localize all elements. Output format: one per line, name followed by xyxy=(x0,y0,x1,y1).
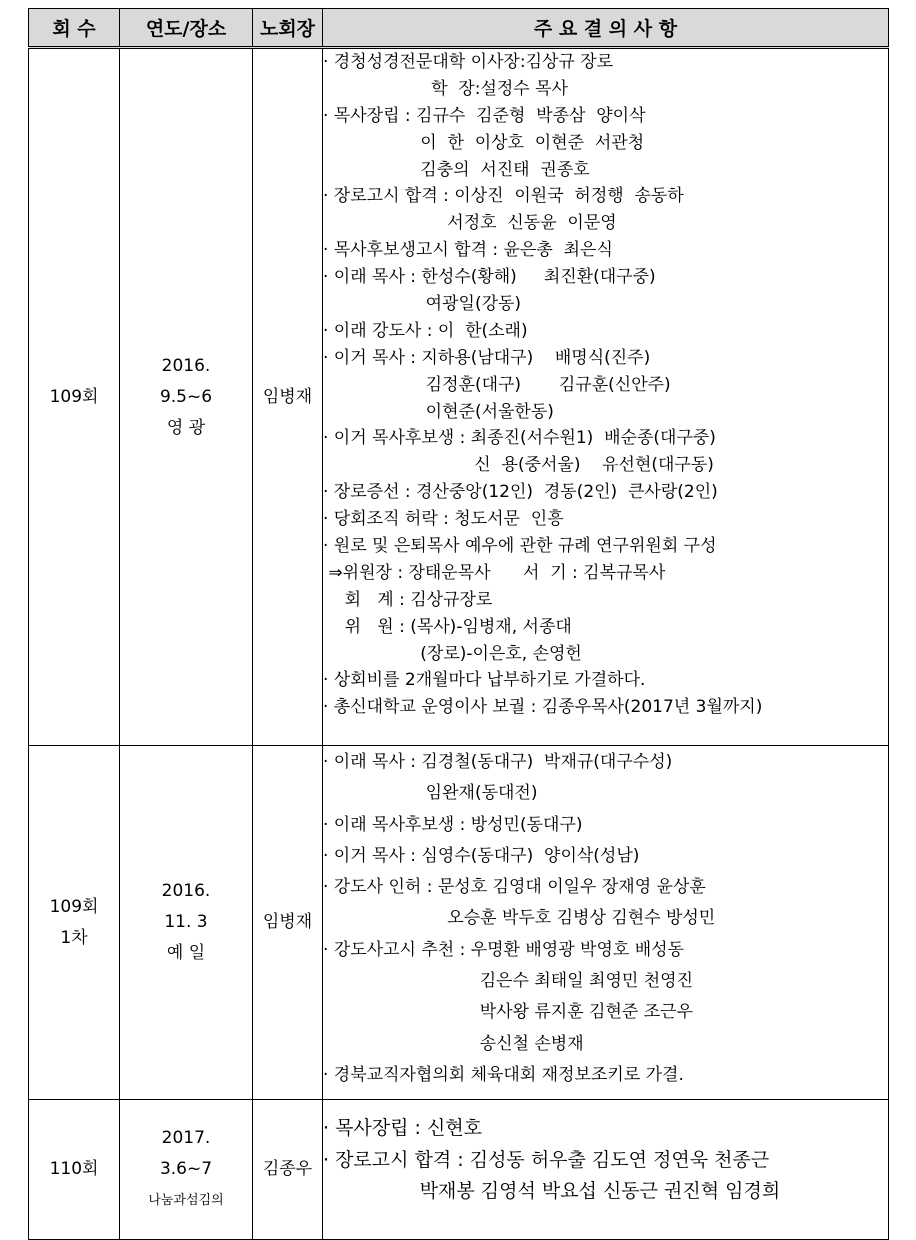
resolution-line: · 이래 강도사 : 이 한(소래) xyxy=(323,320,528,341)
table-row xyxy=(29,48,889,746)
resolution-line: · 이거 목사후보생 : 최종진(서수원1) 배순종(대구중) xyxy=(323,428,716,449)
resolution-line: 오승훈 박두호 김병상 김현수 방성민 xyxy=(323,908,716,929)
date-place-cell xyxy=(120,746,253,1100)
resolution-line: · 장로증선 : 경산중앙(12인) 경동(2인) 큰사랑(2인) xyxy=(323,482,718,503)
resolutions-cell xyxy=(323,746,889,1100)
resolution-line: · 경청성경전문대학 이사장:김상규 장로 xyxy=(323,52,614,72)
resolution-line: · 강도사 인허 : 문성호 김영대 이일우 장재영 윤상훈 xyxy=(323,877,706,898)
resolution-line: · 장로고시 합격 : 이상진 이원국 허정행 송동하 xyxy=(323,186,684,207)
resolution-line: 박재봉 김영석 박요섭 신동근 권진혁 임경희 xyxy=(323,1180,781,1202)
place: 예 일 xyxy=(166,943,206,963)
resolution-line: ⇒위원장 : 장태운목사 서 기 : 김복규목사 xyxy=(323,562,666,583)
moderator-cell: 임병재 xyxy=(253,746,323,1100)
moderator-cell: 임병재 xyxy=(253,48,323,746)
session-sub: 1차 xyxy=(60,927,88,948)
resolution-line: · 장로고시 합격 : 김성동 허우출 김도연 정연욱 천종근 xyxy=(323,1148,770,1171)
table-row xyxy=(29,746,889,1100)
resolution-line: 김은수 최태일 최영민 천영진 xyxy=(323,971,693,992)
minutes-table xyxy=(28,8,889,1240)
resolution-line: 회 계 : 김상규장로 xyxy=(323,589,493,610)
resolution-line: 박사왕 류지훈 김현준 조근우 xyxy=(323,1002,693,1023)
year: 2016. xyxy=(161,881,211,901)
resolution-line: · 경북교직자협의회 체육대회 재정보조키로 가결. xyxy=(323,1064,684,1085)
resolution-line: (장로)-이은호, 손영헌 xyxy=(323,643,582,664)
resolution-line: 김정훈(대구) 김규훈(신안주) xyxy=(323,374,671,395)
session-number: 109회 xyxy=(49,896,99,917)
session-cell xyxy=(29,48,120,746)
year: 2016. xyxy=(161,355,211,376)
date-place-cell xyxy=(120,1100,253,1240)
place: 나눔과섬김의 xyxy=(148,1193,224,1208)
session-cell xyxy=(29,746,120,1100)
header-session: 회 수 xyxy=(29,9,120,48)
resolution-line: 이 한 이상호 이현준 서관청 xyxy=(323,132,645,153)
place: 영 광 xyxy=(166,417,206,438)
header-row xyxy=(29,9,889,48)
resolution-line: · 이래 목사후보생 : 방성민(동대구) xyxy=(323,814,583,835)
resolution-line: 김충의 서진태 권종호 xyxy=(323,159,590,180)
header-moderator: 노회장 xyxy=(253,9,323,48)
resolution-line: 서정호 신동윤 이문영 xyxy=(323,213,617,234)
dates: 11. 3 xyxy=(164,912,208,932)
resolution-line: · 목사장립 : 신현호 xyxy=(323,1117,483,1139)
resolution-line: · 상회비를 2개월마다 납부하기로 가결하다. xyxy=(323,670,646,691)
dates: 3.6~7 xyxy=(159,1159,213,1179)
date-place-cell xyxy=(120,48,253,746)
resolution-line: · 목사장립 : 김규수 김준형 박종삼 양이삭 xyxy=(323,105,646,126)
resolution-line: · 당회조직 허락 : 청도서문 인흥 xyxy=(323,509,564,530)
resolution-line: 이현준(서울한동) xyxy=(323,401,554,422)
resolutions-cell xyxy=(323,48,889,746)
resolution-line: · 이거 목사 : 심영수(동대구) 양이삭(성남) xyxy=(323,845,640,866)
resolution-line: · 강도사고시 추천 : 우명환 배영광 박영호 배성동 xyxy=(323,939,684,960)
resolution-line: 위 원 : (목사)-임병재, 서종대 xyxy=(323,616,572,637)
moderator-cell: 김종우 xyxy=(253,1100,323,1240)
resolutions-cell xyxy=(323,1100,889,1240)
resolution-line: 신 용(중서울) 유선현(대구동) xyxy=(323,455,714,476)
dates: 9.5~6 xyxy=(159,386,213,407)
header-date-place: 연도/장소 xyxy=(120,9,253,48)
resolution-line: 학 장:설정수 목사 xyxy=(323,78,568,99)
resolution-line: · 원로 및 은퇴목사 예우에 관한 규례 연구위원회 구성 xyxy=(323,536,717,557)
resolution-line: · 이래 목사 : 김경철(동대구) 박재규(대구수성) xyxy=(323,752,673,772)
resolution-line: 여광일(강동) xyxy=(323,294,522,315)
session-number: 109회 xyxy=(49,386,99,407)
session-cell xyxy=(29,1100,120,1240)
resolution-line: 임완재(동대전) xyxy=(323,783,538,804)
resolution-line: · 이거 목사 : 지하용(남대구) 배명식(진주) xyxy=(323,347,651,368)
header-resolutions: 주 요 결 의 사 항 xyxy=(323,9,889,48)
table-row xyxy=(29,1100,889,1240)
year: 2017. xyxy=(161,1128,211,1148)
resolution-line: 송신철 손병재 xyxy=(323,1033,584,1054)
resolution-line: · 이래 목사 : 한성수(황해) 최진환(대구중) xyxy=(323,267,656,288)
resolution-line: · 총신대학교 운영이사 보궐 : 김종우목사(2017년 3월까지) xyxy=(323,697,763,718)
resolution-line: · 목사후보생고시 합격 : 윤은총 최은식 xyxy=(323,240,613,261)
session-number: 110회 xyxy=(49,1159,99,1179)
